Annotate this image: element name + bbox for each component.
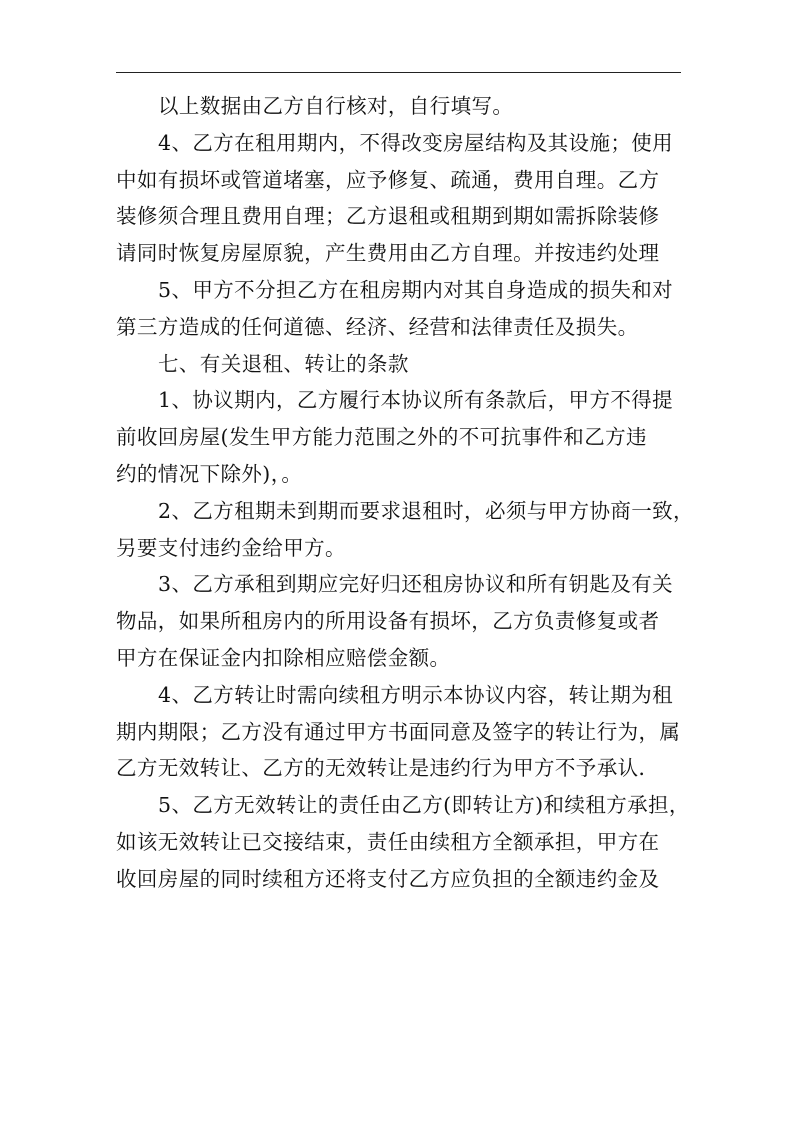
paragraph-clause-4-transfer bbox=[116, 677, 686, 787]
text-line: 请同时恢复房屋原貌，产生费用由乙方自理。并按违约处理 bbox=[116, 241, 660, 266]
text-line: 5、甲方不分担乙方在租房期内对其自身造成的损失和对 bbox=[158, 277, 674, 302]
section-heading-termination-transfer bbox=[116, 346, 686, 383]
paragraph-clause-5-liability bbox=[116, 272, 686, 346]
text-line: 以上数据由乙方自行核对，自行填写。 bbox=[158, 94, 514, 118]
text-line: 4、乙方转让时需向续租方明示本协议内容，转让期为租 bbox=[158, 682, 674, 707]
paragraph-clause-4-structure bbox=[116, 125, 686, 272]
text-line: 2、乙方租期未到期而要求退租时，必须与甲方协商一致， bbox=[158, 498, 694, 523]
paragraph-clause-3-return bbox=[116, 566, 686, 676]
text-line: 物品，如果所租房内的所用设备有损坏，乙方负责修复或者 bbox=[116, 609, 660, 634]
section-heading: 七、有关退租、转让的条款 bbox=[158, 351, 409, 376]
text-line: 装修须合理且费用自理；乙方退租或租期到期如需拆除装修 bbox=[116, 204, 660, 229]
text-line: 第三方造成的任何道德、经济、经营和法律责任及损失。 bbox=[116, 314, 639, 339]
text-line: 中如有损坏或管道堵塞，应予修复、疏通，费用自理。乙方 bbox=[116, 167, 660, 192]
paragraph-clause-5-invalid-transfer bbox=[116, 787, 690, 897]
text-line: 如该无效转让已交接结束，责任由续租方全额承担，甲方在 bbox=[116, 829, 660, 854]
paragraph-clause-2-early-termination bbox=[116, 493, 694, 567]
text-line: 前收回房屋(发生甲方能力范围之外的不可抗事件和乙方违 bbox=[116, 425, 647, 450]
paragraph-clause-1-recovery bbox=[116, 382, 686, 492]
text-line: 4、乙方在租用期内，不得改变房屋结构及其设施；使用 bbox=[158, 130, 674, 155]
header-rule bbox=[116, 72, 681, 73]
paragraph-data-check bbox=[116, 88, 686, 125]
text-line: 1、协议期内，乙方履行本协议所有条款后，甲方不得提 bbox=[158, 388, 674, 413]
document-body bbox=[116, 88, 694, 898]
text-line: 约的情况下除外)，。 bbox=[116, 461, 303, 486]
text-line: 期内期限；乙方没有通过甲方书面同意及签字的转让行为，属 bbox=[116, 719, 681, 744]
text-line: 3、乙方承租到期应完好归还租房协议和所有钥匙及有关 bbox=[158, 572, 674, 597]
text-line: 5、乙方无效转让的责任由乙方(即转让方)和续租方承担， bbox=[158, 793, 690, 818]
text-line: 乙方无效转让、乙方的无效转让是违约行为甲方不予承认． bbox=[116, 756, 660, 781]
text-line: 另要支付违约金给甲方。 bbox=[116, 535, 346, 560]
text-line: 甲方在保证金内扣除相应赔偿金额。 bbox=[116, 645, 451, 670]
text-line: 收回房屋的同时续租方还将支付乙方应负担的全额违约金及 bbox=[116, 866, 660, 891]
